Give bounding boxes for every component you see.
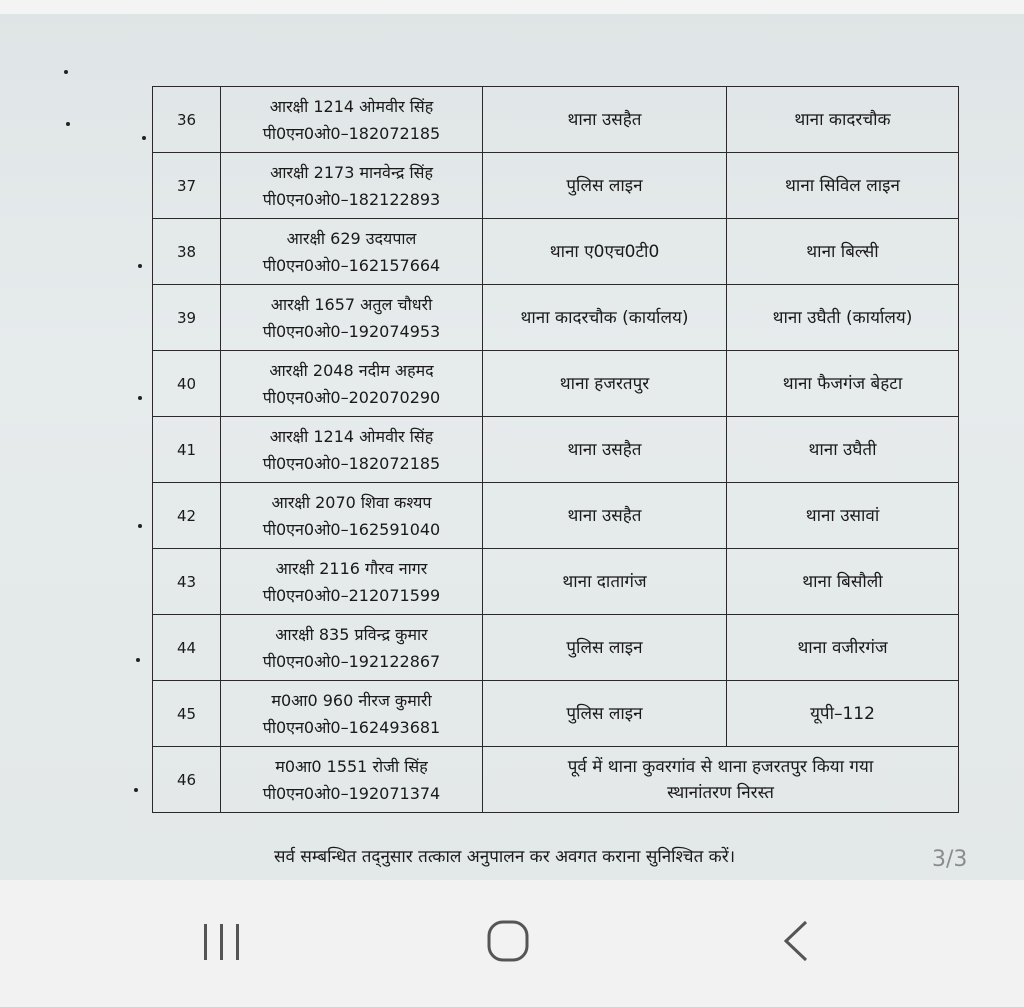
rank-name: म0आ0 960 नीरज कुमारी: [271, 690, 432, 710]
transfer-to: थाना बिसौली: [727, 549, 959, 615]
transfer-to: यूपी–112: [727, 681, 959, 747]
margin-dot: [138, 264, 142, 268]
serial-number: 45: [153, 681, 221, 747]
transfer-from: पुलिस लाइन: [483, 615, 727, 681]
home-icon: [478, 918, 538, 968]
pno-number: पी0एन0ओ0–162493681: [262, 717, 441, 737]
personnel-cell: [221, 285, 483, 351]
pno-number: पी0एन0ओ0–192122867: [262, 651, 441, 671]
rank-name: आरक्षी 2116 गौरव नागर: [275, 558, 428, 578]
transfer-from: थाना हजरतपुर: [483, 351, 727, 417]
serial-number: 39: [153, 285, 221, 351]
personnel-cell: [221, 549, 483, 615]
transfer-table: [152, 86, 959, 813]
table-row: [153, 87, 959, 153]
rank-name: आरक्षी 2048 नदीम अहमद: [269, 360, 434, 380]
margin-dot: [142, 136, 146, 140]
pno-number: पी0एन0ओ0–182072185: [262, 453, 441, 473]
table-row: [153, 681, 959, 747]
margin-dot: [64, 70, 68, 74]
pno-number: पी0एन0ओ0–212071599: [262, 585, 441, 605]
transfer-to: थाना कादरचौक: [727, 87, 959, 153]
transfer-to: थाना फैजगंज बेहटा: [727, 351, 959, 417]
serial-number: 40: [153, 351, 221, 417]
table-row: [153, 417, 959, 483]
pno-number: पी0एन0ओ0–192071374: [262, 783, 441, 803]
transfer-to: थाना उघैती (कार्यालय): [727, 285, 959, 351]
margin-dot: [66, 122, 70, 126]
remark-cell: [483, 747, 959, 813]
transfer-to: थाना वजीरगंज: [727, 615, 959, 681]
home-button[interactable]: [478, 918, 538, 968]
table-row: [153, 285, 959, 351]
serial-number: 37: [153, 153, 221, 219]
transfer-to: थाना बिल्सी: [727, 219, 959, 285]
serial-number: 42: [153, 483, 221, 549]
transfer-from: थाना उसहैत: [483, 483, 727, 549]
personnel-cell: [221, 747, 483, 813]
serial-number: 43: [153, 549, 221, 615]
transfer-from: थाना दातागंज: [483, 549, 727, 615]
transfer-to: थाना उघैती: [727, 417, 959, 483]
rank-name: आरक्षी 1214 ओमवीर सिंह: [269, 426, 434, 446]
personnel-cell: [221, 153, 483, 219]
rank-name: आरक्षी 2173 मानवेन्द्र सिंह: [270, 162, 433, 182]
recent-apps-button[interactable]: [192, 918, 252, 968]
remark-line: पूर्व में थाना कुवरगांव से थाना हजरतपुर किया गया: [567, 756, 874, 777]
recent-apps-icon: [192, 918, 252, 968]
personnel-cell: [221, 681, 483, 747]
margin-dot: [138, 396, 142, 400]
table-row: [153, 351, 959, 417]
pno-number: पी0एन0ओ0–162157664: [262, 255, 441, 275]
personnel-cell: [221, 615, 483, 681]
transfer-from: थाना ए0एच0टी0: [483, 219, 727, 285]
personnel-cell: [221, 87, 483, 153]
margin-dot: [136, 658, 140, 662]
transfer-from: पुलिस लाइन: [483, 153, 727, 219]
serial-number: 36: [153, 87, 221, 153]
rank-name: आरक्षी 2070 शिवा कश्यप: [271, 492, 432, 512]
transfer-from: थाना कादरचौक (कार्यालय): [483, 285, 727, 351]
serial-number: 38: [153, 219, 221, 285]
pno-number: पी0एन0ओ0–182072185: [262, 123, 441, 143]
table-row: [153, 483, 959, 549]
table-row: [153, 219, 959, 285]
serial-number: 44: [153, 615, 221, 681]
margin-dot: [134, 788, 138, 792]
transfer-from: पुलिस लाइन: [483, 681, 727, 747]
personnel-cell: [221, 483, 483, 549]
serial-number: 41: [153, 417, 221, 483]
table-row: [153, 747, 959, 813]
rank-name: आरक्षी 835 प्रविन्द्र कुमार: [275, 624, 428, 644]
footer-note: सर्व सम्बन्धित तद्नुसार तत्काल अनुपालन कर अवगत कराना सुनिश्चित करें।: [274, 847, 736, 867]
top-strip: [0, 0, 1024, 14]
transfer-from: थाना उसहैत: [483, 417, 727, 483]
pno-number: पी0एन0ओ0–162591040: [262, 519, 441, 539]
rank-name: म0आ0 1551 रोजी सिंह: [275, 756, 428, 776]
margin-dot: [138, 524, 142, 528]
pno-number: पी0एन0ओ0–182122893: [262, 189, 441, 209]
page-indicator: 3/3: [932, 847, 968, 872]
back-button[interactable]: [768, 918, 828, 968]
table-row: [153, 549, 959, 615]
rank-name: आरक्षी 1657 अतुल चौधरी: [270, 294, 433, 314]
pno-number: पी0एन0ओ0–192074953: [262, 321, 441, 341]
personnel-cell: [221, 219, 483, 285]
personnel-cell: [221, 351, 483, 417]
remark-line: स्थानांतरण निरस्त: [667, 782, 774, 803]
table-row: [153, 153, 959, 219]
serial-number: 46: [153, 747, 221, 813]
rank-name: आरक्षी 629 उदयपाल: [286, 228, 417, 248]
rank-name: आरक्षी 1214 ओमवीर सिंह: [269, 96, 434, 116]
table-row: [153, 615, 959, 681]
transfer-from: थाना उसहैत: [483, 87, 727, 153]
back-icon: [768, 918, 828, 968]
transfer-to: थाना सिविल लाइन: [727, 153, 959, 219]
personnel-cell: [221, 417, 483, 483]
transfer-to: थाना उसावां: [727, 483, 959, 549]
pno-number: पी0एन0ओ0–202070290: [262, 387, 441, 407]
